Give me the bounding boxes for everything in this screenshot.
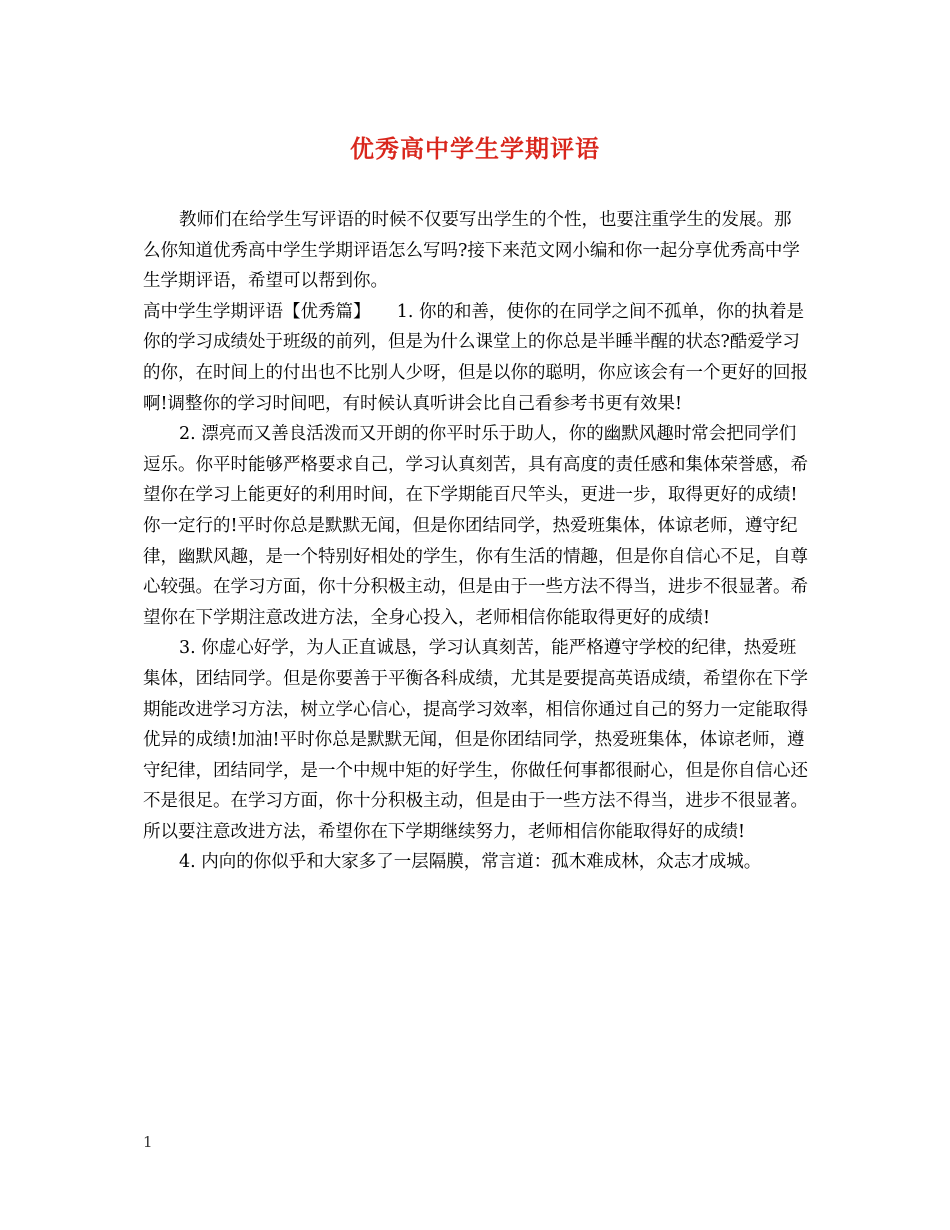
- document-body: [143, 205, 808, 878]
- comment-paragraph-2: 2. 漂亮而又善良活泼而又开朗的你平时乐于助人，你的幽默风趣时常会把同学们逗乐。你平时能够严格要求自己，学习认真刻苦，具有高度的责任感和集体荣誉感，希望你在学习上能更好的利用时间，在下学期能百尺竿头，更进一步，取得更好的成绩!你一定行的!平时你总是默默无闻，但是你团结同学，热爱班集体，体谅老师，遵守纪律，幽默风趣，是一个特别好相处的学生，你有生活的情趣，但是你自信心不足，自尊心较强。在学习方面，你十分积极主动，但是由于一些方法不得当，进步不很显著。希望你在下学期注意改进方法，全身心投入，老师相信你能取得更好的成绩!: [143, 424, 808, 628]
- comment-paragraph-1: 高中学生学期评语【优秀篇】 1. 你的和善，使你的在同学之间不孤单，你的执着是你的学习成绩处于班级的前列，但是为什么课堂上的你总是半睡半醒的状态?酷爱学习的你，在时间上的付出也不比别人少呀，但是以你的聪明，你应该会有一个更好的回报啊!调整你的学习时间吧，有时候认真听讲会比自己看参考书更有效果!: [143, 301, 808, 414]
- document-title: 优秀高中学生学期评语: [350, 134, 600, 163]
- intro-paragraph: 教师们在给学生写评语的时候不仅要写出学生的个性，也要注重学生的发展。那么你知道优秀高中学生学期评语怎么写吗?接下来范文网小编和你一起分享优秀高中学生学期评语，希望可以帮到你。: [143, 210, 800, 292]
- comment-paragraph-3: 3. 你虚心好学，为人正直诚恳，学习认真刻苦，能严格遵守学校的纪律，热爱班集体，团结同学。但是你要善于平衡各科成绩，尤其是要提高英语成绩，希望你在下学期能改进学习方法，树立学心信心，提高学习效率，相信你通过自己的努力一定能取得优异的成绩!加油!平时你总是默默无闻，但是你团结同学，热爱班集体，体谅老师，遵守纪律，团结同学，是一个中规中矩的好学生，你做任何事都很耐心，但是你自信心还不是很足。在学习方面，你十分积极主动，但是由于一些方法不得当，进步不很显著。所以要注意改进方法，希望你在下学期继续努力，老师相信你能取得好的成绩!: [143, 638, 808, 842]
- page-number: 1: [143, 1133, 153, 1151]
- comment-paragraph-4: 4. 内向的你似乎和大家多了一层隔膜，常言道：孤木难成林，众志才成城。: [179, 852, 762, 873]
